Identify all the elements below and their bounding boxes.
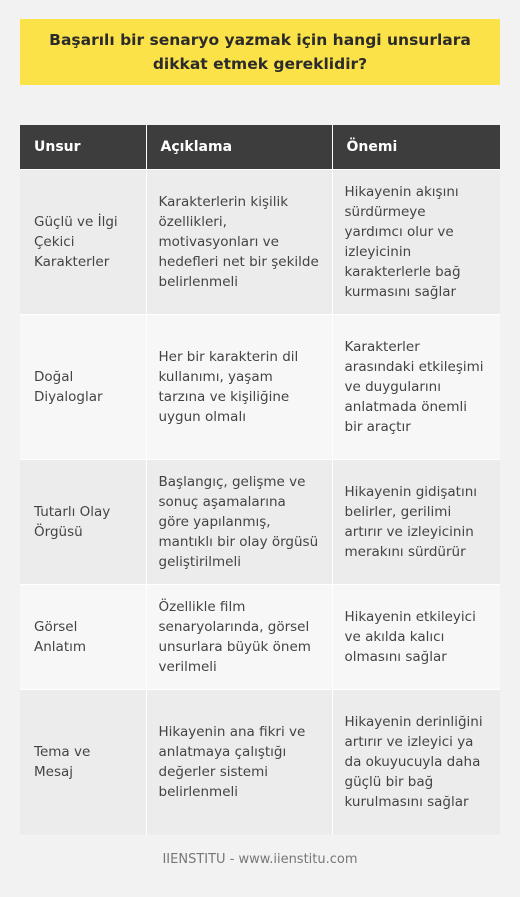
cell-aciklama: Her bir karakterin dil kullanımı, yaşam tarzına ve kişiliğine uygun olmalı xyxy=(146,315,332,460)
cell-aciklama: Özellikle film senaryolarında, görsel unsurlara büyük önem verilmeli xyxy=(146,585,332,690)
cell-unsur: Tutarlı Olay Örgüsü xyxy=(20,460,146,585)
footer-credit: IIENSTITU - www.iienstitu.com xyxy=(162,852,358,867)
header-onemi: Önemi xyxy=(332,125,500,170)
table-row xyxy=(20,170,500,315)
cell-aciklama: Hikayenin ana fikri ve anlatmaya çalıştığı değerler sistemi belirlenmeli xyxy=(146,690,332,835)
cell-onemi: Hikayenin derinliğini artırır ve izleyici ya da okuyucuyla daha güçlü bir bağ kurulmasını sağlar xyxy=(332,690,500,835)
elements-table xyxy=(20,125,500,835)
cell-unsur: Doğal Diyaloglar xyxy=(20,315,146,460)
table-header-row xyxy=(20,125,500,170)
table-row xyxy=(20,690,500,835)
cell-unsur: Güçlü ve İlgi Çekici Karakterler xyxy=(20,170,146,315)
cell-aciklama: Karakterlerin kişilik özellikleri, motivasyonları ve hedefleri net bir şekilde belirlenmeli xyxy=(146,170,332,315)
table-row xyxy=(20,315,500,460)
header-unsur: Unsur xyxy=(20,125,146,170)
table-row xyxy=(20,585,500,690)
cell-unsur: Görsel Anlatım xyxy=(20,585,146,690)
cell-onemi: Hikayenin etkileyici ve akılda kalıcı olmasını sağlar xyxy=(332,585,500,690)
cell-onemi: Karakterler arasındaki etkileşimi ve duygularını anlatmada önemli bir araçtır xyxy=(332,315,500,460)
cell-aciklama: Başlangıç, gelişme ve sonuç aşamalarına göre yapılanmış, mantıklı bir olay örgüsü geliştirilmeli xyxy=(146,460,332,585)
page-title: Başarılı bir senaryo yazmak için hangi unsurlara dikkat etmek gereklidir? xyxy=(49,31,471,73)
table-row xyxy=(20,460,500,585)
header-aciklama: Açıklama xyxy=(146,125,332,170)
cell-onemi: Hikayenin gidişatını belirler, gerilimi artırır ve izleyicinin merakını sürdürür xyxy=(332,460,500,585)
cell-unsur: Tema ve Mesaj xyxy=(20,690,146,835)
cell-onemi: Hikayenin akışını sürdürmeye yardımcı olur ve izleyicinin karakterlerle bağ kurmasını sağlar xyxy=(332,170,500,315)
title-banner xyxy=(20,19,500,85)
